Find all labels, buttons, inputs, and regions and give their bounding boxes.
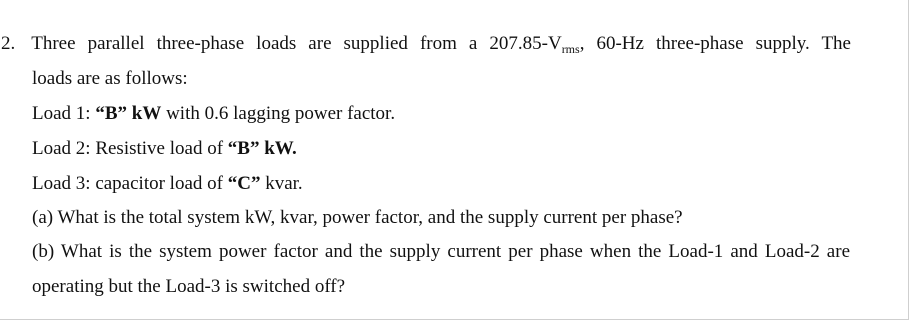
intro-text-part-1: Three parallel three-phase loads are supplied from a 207.85-V [31, 33, 562, 54]
load-2-line [32, 138, 297, 160]
load-3-prefix: Load 3: capacitor load of [32, 173, 228, 194]
load-3-line [32, 173, 303, 195]
load-2-prefix: Load 2: Resistive load of [32, 138, 228, 159]
load-1-line [32, 103, 395, 125]
part-a-question: (a) What is the total system kW, kvar, power factor, and the supply current per phase? [32, 207, 683, 228]
part-b-question-line-1: (b) What is the system power factor and the supply current per phase when the Load-1 and Load-2 are [32, 241, 850, 262]
question-number: 2. [1, 33, 16, 54]
question-intro-line-2: loads are as follows: [32, 68, 188, 89]
load-3-suffix: kvar. [260, 173, 303, 194]
part-b-question-line-2: operating but the Load-3 is switched off? [32, 276, 346, 297]
load-3-value: “C” [227, 173, 261, 194]
load-2-value: “B” kW. [227, 138, 297, 159]
rms-subscript: rms [561, 42, 580, 56]
load-1-prefix: Load 1: [32, 103, 96, 124]
load-1-value: “B” kW [95, 103, 162, 124]
load-1-suffix: with 0.6 lagging power factor. [161, 103, 396, 124]
question-intro-line-1 [1, 33, 851, 55]
intro-text-part-2: , 60-Hz three-phase supply. The [579, 33, 851, 54]
